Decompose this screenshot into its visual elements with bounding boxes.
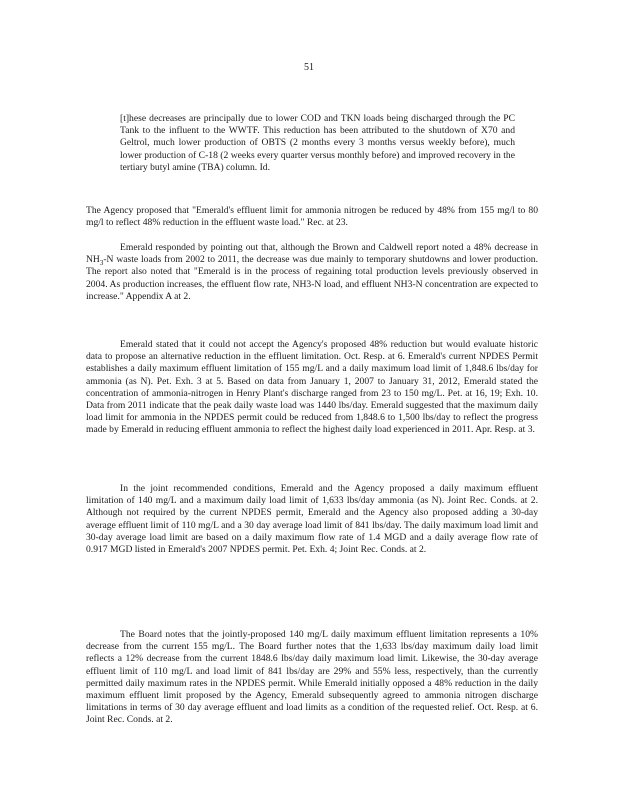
paragraph-text-part: Emerald responded by pointing out that, although the Brown and Caldwell report noted a 48% decrease in NH <box>86 242 538 266</box>
paragraph-text: The Board notes that the jointly-proposed 140 mg/L daily maximum effluent limitation represents a 10% decrease from the current 155 mg/L. The Board further notes that the 1,633 lbs/day maximum daily load limit reflects a 12% decrease from the current 1848.6 lbs/day daily maximum load limit. Likewise, the 30-day average effluent limit of 110 mg/L and load limit of 841 lbs/day are 29% and 55% less, respectively, than the currently permitted daily maximum rates in the NPDES permit. While Emerald initially opposed a 48% reduction in the daily maximum effluent limit proposed by the Agency, Emerald subsequently agreed to ammonia nitrogen discharge limitations in terms of 30 day average effluent and load limits as a condition of the requested relief. Oct. Resp. at 6. Joint Rec. Conds. at 2. <box>86 629 538 726</box>
paragraph-text <box>86 242 538 303</box>
paragraph-text-part: -N waste loads from 2002 to 2011, the decrease was due mainly to temporary shutdowns and lower production. The report also noted that "Emerald is in the process of regaining total production levels previously observed in 2004. As production increases, the effluent flow rate, NH3-N load, and effluent NH3-N concentration are expected to increase." Appendix A at 2. <box>86 254 538 302</box>
paragraph-board-notes <box>86 629 538 727</box>
paragraph-emerald-response <box>86 242 538 303</box>
paragraph-text: Emerald stated that it could not accept the Agency's proposed 48% reduction but would evaluate historic data to propose an alternative reduction in the effluent limitation. Oct. Resp. at 6. Emerald's current NPDES Permit establishes a daily maximum effluent limitation of 155 mg/L and a daily maximum load limit of 1,848.6 lbs/day for ammonia (as N). Pet. Exh. 3 at 5. Based on data from January 1, 2007 to January 31, 2012, Emerald stated the concentration of ammonia-nitrogen in Henry Plant's discharge ranged from 23 to 150 mg/L. Pet. at 16, 19; Exh. 10. Data from 2011 indicate that the peak daily waste load was 1440 lbs/day. Emerald suggested that the maximum daily load limit for ammonia in the NPDES permit could be reduced from 1,848.6 to 1,500 lbs/day to reflect the progress made by Emerald in reducing effluent ammonia to reflect the highest daily load experienced in 2011. Apr. Resp. at 3. <box>86 339 538 436</box>
paragraph-emerald-statement <box>86 339 538 437</box>
page-number: 51 <box>304 62 314 73</box>
paragraph-text: The Agency proposed that "Emerald's effluent limit for ammonia nitrogen be reduced by 48% from 155 mg/l to 80 mg/l to reflect 48% reduction in the effluent waste load." Rec. at 23. <box>86 205 538 229</box>
block-quote <box>120 113 515 174</box>
block-quote-text: [t]hese decreases are principally due to lower COD and TKN loads being discharged through the PC Tank to the influent to the WWTF. This reduction has been attributed to the shutdown of X70 and Geltrol, much lower production of OBTS (2 months every 3 months versus weekly before), much lower production of C-18 (2 weeks every quarter versus monthly before) and improved recovery in the tertiary butyl amine (TBA) column. Id. <box>120 113 515 173</box>
subscript: 3 <box>99 259 104 268</box>
paragraph-agency-proposal <box>86 205 538 229</box>
paragraph-text: In the joint recommended conditions, Emerald and the Agency proposed a daily maximum effluent limitation of 140 mg/L and a maximum daily load limit of 1,633 lbs/day ammonia (as N). Joint Rec. Conds. at 2. Although not required by the current NPDES permit, Emerald and the Agency also proposed adding a 30-day average effluent limit of 110 mg/L and a 30 day average load limit of 841 lbs/day. The daily maximum load limit and 30-day average load limit are based on a daily maximum flow rate of 1.4 MGD and a daily average flow rate of 0.917 MGD listed in Emerald's 2007 NPDES permit. Pet. Exh. 4; Joint Rec. Conds. at 2. <box>86 483 538 556</box>
paragraph-joint-conditions <box>86 483 538 556</box>
